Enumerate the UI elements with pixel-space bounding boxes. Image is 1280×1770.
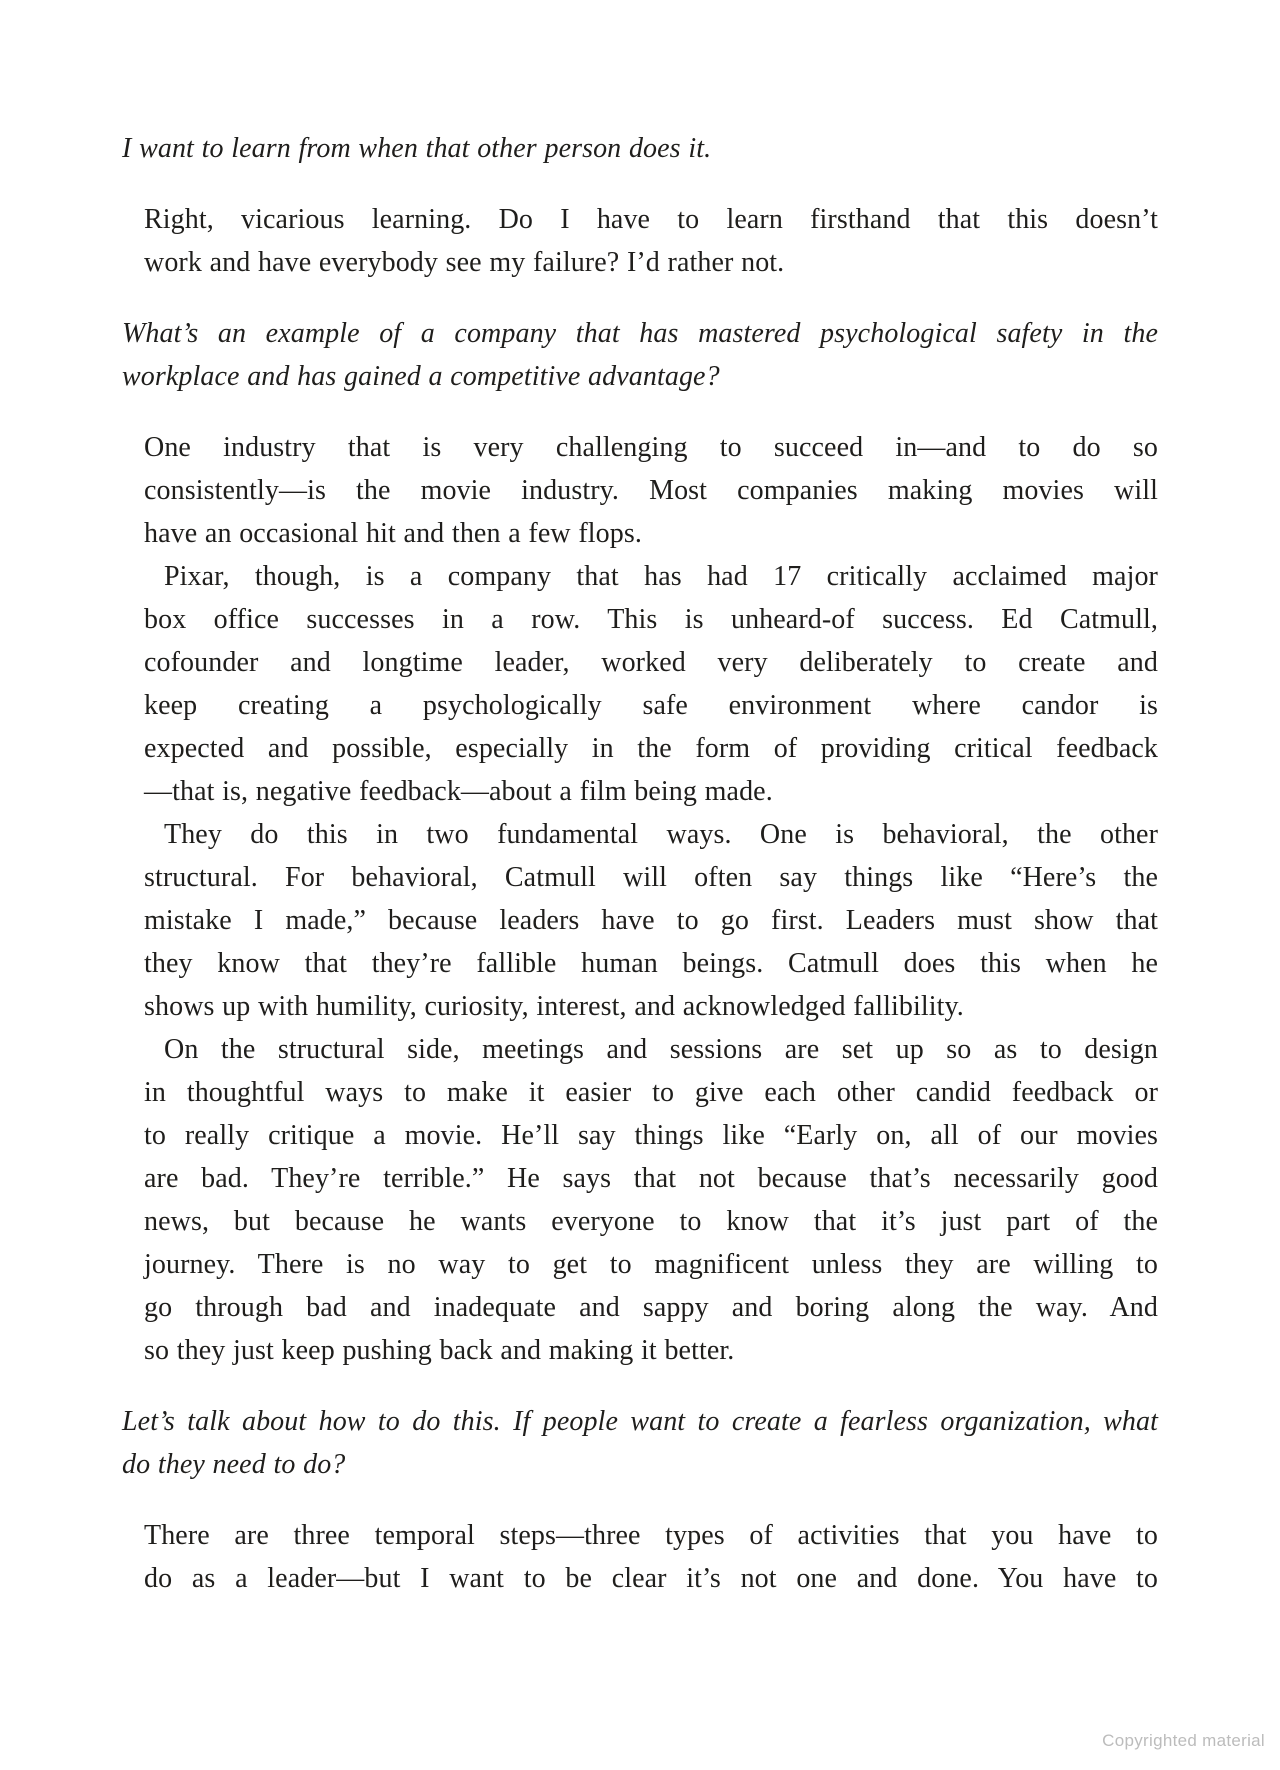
- interviewer-question-1: [122, 127, 1158, 170]
- text-line: Pixar, though, is a company that has had 17 critically acclaimed major: [164, 561, 1158, 592]
- text-line: One industry that is very challenging to succeed in—and to do so: [144, 432, 1158, 463]
- text-line: go through bad and inadequate and sappy and boring along the way. And: [144, 1292, 1158, 1323]
- text-line: They do this in two fundamental ways. One is behavioral, the other: [164, 819, 1158, 850]
- text-line: have an occasional hit and then a few flops.: [144, 518, 642, 549]
- text-line: keep creating a psychologically safe environment where candor is: [144, 690, 1158, 721]
- text-line: in thoughtful ways to make it easier to give each other candid feedback or: [144, 1077, 1158, 1108]
- text-line: so they just keep pushing back and making it better.: [144, 1335, 735, 1366]
- paragraph: [122, 127, 1158, 170]
- text-line: work and have everybody see my failure? I’d rather not.: [144, 247, 785, 278]
- text-line: consistently—is the movie industry. Most companies making movies will: [144, 475, 1158, 506]
- text-line: to really critique a movie. He’ll say things like “Early on, all of our movies: [144, 1120, 1158, 1151]
- text-line: workplace and has gained a competitive advantage?: [122, 361, 720, 392]
- interviewer-question-2: [122, 312, 1158, 398]
- text-line: Let’s talk about how to do this. If people want to create a fearless organization, what: [122, 1406, 1158, 1437]
- interviewee-answer-3: [144, 1514, 1158, 1600]
- paragraph: [144, 426, 1158, 555]
- text-line: mistake I made,” because leaders have to go first. Leaders must show that: [144, 905, 1158, 936]
- text-line: shows up with humility, curiosity, interest, and acknowledged fallibility.: [144, 991, 964, 1022]
- text-line: There are three temporal steps—three types of activities that you have to: [144, 1520, 1158, 1551]
- text-line: structural. For behavioral, Catmull will often say things like “Here’s the: [144, 862, 1158, 893]
- paragraph: [144, 1028, 1158, 1372]
- text-line: box office successes in a row. This is unheard-of success. Ed Catmull,: [144, 604, 1158, 635]
- text-line: cofounder and longtime leader, worked very deliberately to create and: [144, 647, 1158, 678]
- interviewer-question-3: [122, 1400, 1158, 1486]
- interviewee-answer-1: [144, 198, 1158, 284]
- text-line: do as a leader—but I want to be clear it’s not one and done. You have to: [144, 1563, 1158, 1594]
- text-line: journey. There is no way to get to magnificent unless they are willing to: [144, 1249, 1158, 1280]
- paragraph: [122, 1400, 1158, 1486]
- text-line: I want to learn from when that other person does it.: [122, 133, 712, 164]
- text-column: [122, 127, 1158, 1600]
- paragraph: [122, 312, 1158, 398]
- copyright-watermark: Copyrighted material: [1102, 1731, 1265, 1750]
- text-line: are bad. They’re terrible.” He says that not because that’s necessarily good: [144, 1163, 1158, 1194]
- paragraph: [144, 198, 1158, 284]
- text-line: What’s an example of a company that has mastered psychological safety in the: [122, 318, 1158, 349]
- text-line: news, but because he wants everyone to know that it’s just part of the: [144, 1206, 1158, 1237]
- text-line: they know that they’re fallible human beings. Catmull does this when he: [144, 948, 1158, 979]
- text-line: On the structural side, meetings and sessions are set up so as to design: [164, 1034, 1158, 1065]
- interviewee-answer-2: [144, 426, 1158, 1372]
- text-line: Right, vicarious learning. Do I have to learn firsthand that this doesn’t: [144, 204, 1158, 235]
- text-line: —that is, negative feedback—about a film being made.: [144, 776, 773, 807]
- text-line: do they need to do?: [122, 1449, 346, 1480]
- paragraph: [144, 1514, 1158, 1600]
- text-line: expected and possible, especially in the form of providing critical feedback: [144, 733, 1158, 764]
- paragraph: [144, 555, 1158, 813]
- paragraph: [144, 813, 1158, 1028]
